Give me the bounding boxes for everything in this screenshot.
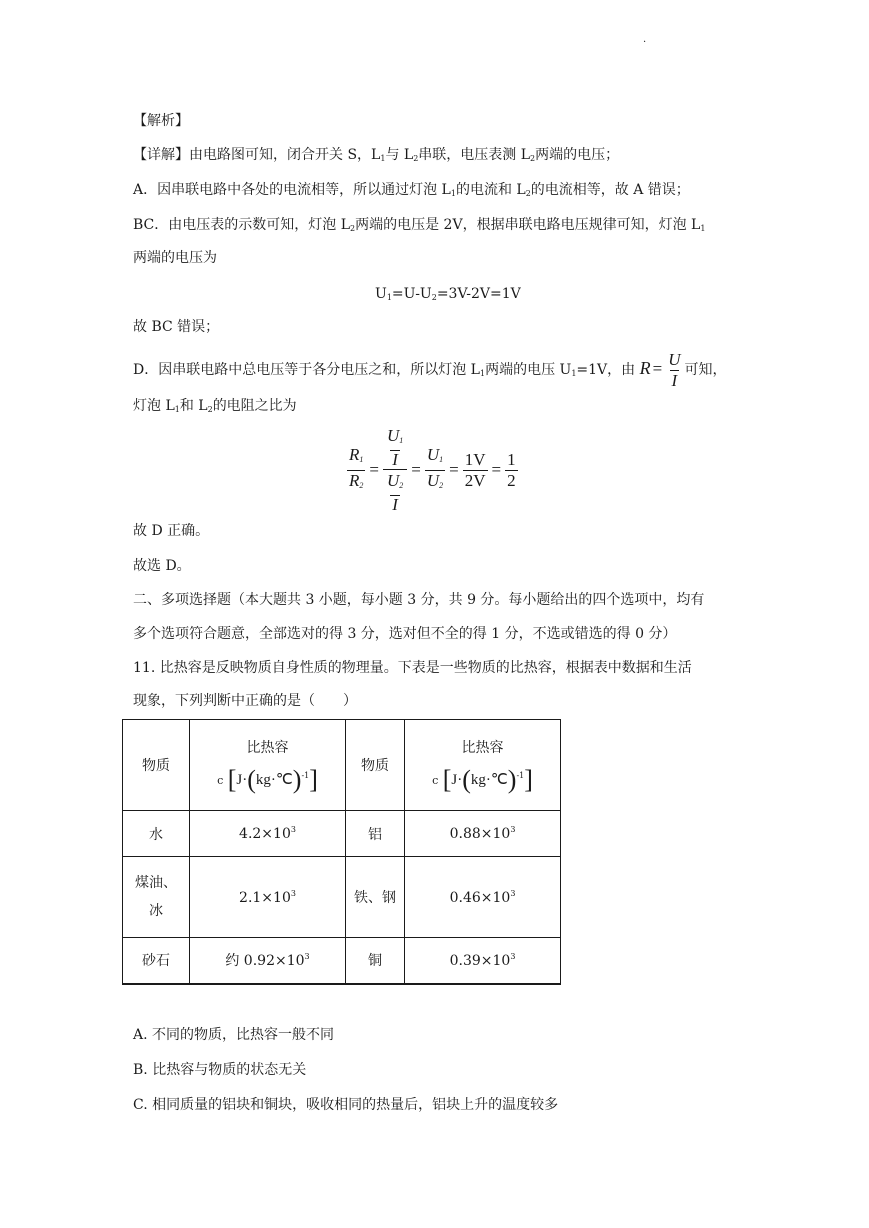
option-bc-analysis: BC．由电压表的示数可知，灯泡 $L_2$两端的电压是 2V，根据串联电路电压规律可知，灯泡 $L_1$ bbox=[133, 217, 706, 233]
detail-line: 【详解】由电路图可知，闭合开关 S，$L_1$与 $L_2$串联，电压表测 $L_2$两端的电压； bbox=[133, 147, 620, 163]
option-bc-line2: 两端的电压为 bbox=[133, 250, 217, 266]
question-11-line1: 11. 比热容是反映物质自身性质的物理量。下表是一些物质的比热容，根据表中数据和生活 bbox=[133, 660, 692, 676]
shc-unit: c [J·(kg·℃)$^{-1}$] bbox=[217, 764, 318, 794]
d-conclusion: 故 D 正确。 bbox=[133, 523, 210, 539]
table-row: 水 $4.2\times 10^3$ 铝 $0.88\times 10^3$ bbox=[123, 811, 561, 857]
voltage-equation: $U_1=U-U_2=3V-2V=1V$ bbox=[375, 286, 521, 302]
option-d-line2: 灯泡 $L_1$和 $L_2$的电阻之比为 bbox=[133, 398, 297, 414]
option-a-analysis: A．因串联电路中各处的电流相等，所以通过灯泡 $L_1$的电流和 $L_2$的电流相等，故 A 错误； bbox=[133, 182, 690, 198]
final-answer: 故选 D。 bbox=[133, 558, 191, 574]
header-shc-2: 比热容 c [J·(kg·℃)$^{-1}$] bbox=[405, 720, 561, 811]
header-substance: 物质 bbox=[123, 720, 190, 811]
resistance-ratio-formula: $\frac{R_1}{R_2}$ = $\frac{\frac{U_1}{I}}{\frac{U_2}{I}}$ = $\frac{U_1}{U_2}$ = $\frac{1V}{2V}$ = $\frac{1}{2}$ bbox=[349, 425, 516, 514]
header-shc: 比热容 c [J·(kg·℃)$^{-1}$] bbox=[190, 720, 346, 811]
option-a: A. 不同的物质，比热容一般不同 bbox=[133, 1027, 335, 1043]
corner-mark: . bbox=[643, 34, 647, 45]
analysis-header: 【解析】 bbox=[133, 113, 189, 129]
section2-line2: 多个选项符合题意，全部选对的得 3 分，选对但不全的得 1 分，不选或错选的得 0 分） bbox=[133, 626, 677, 642]
ohm-R: R bbox=[639, 358, 651, 378]
ohm-fraction: $\frac{U}{I}$ bbox=[668, 349, 681, 390]
question-11-line2: 现象，下列判断中正确的是（ ） bbox=[133, 693, 357, 709]
table-row: 砂石 约 $0.92\times 10^3$ 铜 $0.39\times 10^3$ bbox=[123, 938, 561, 984]
table-row: 煤油、 冰 $2.1\times 10^3$ 铁、钢 $0.46\times 10^3$ bbox=[123, 857, 561, 938]
bc-conclusion: 故 BC 错误； bbox=[133, 319, 220, 335]
option-c: C. 相同质量的铝块和铜块，吸收相同的热量后，铝块上升的温度较多 bbox=[133, 1097, 559, 1113]
option-d-analysis: D．因串联电路中总电压等于各分电压之和，所以灯泡 $L_1$两端的电压 $U_1=1V$，由 R = $\frac{U}{I}$ 可知， bbox=[133, 349, 727, 390]
header-substance-2: 物质 bbox=[346, 720, 405, 811]
option-b: B. 比热容与物质的状态无关 bbox=[133, 1062, 307, 1078]
section2-line1: 二、多项选择题（本大题共 3 小题，每小题 3 分，共 9 分。每小题给出的四个选项中，均有 bbox=[133, 592, 705, 608]
specific-heat-table bbox=[122, 719, 561, 985]
shc-unit-2: c [J·(kg·℃)$^{-1}$] bbox=[432, 764, 533, 794]
table-header-row bbox=[123, 720, 561, 811]
